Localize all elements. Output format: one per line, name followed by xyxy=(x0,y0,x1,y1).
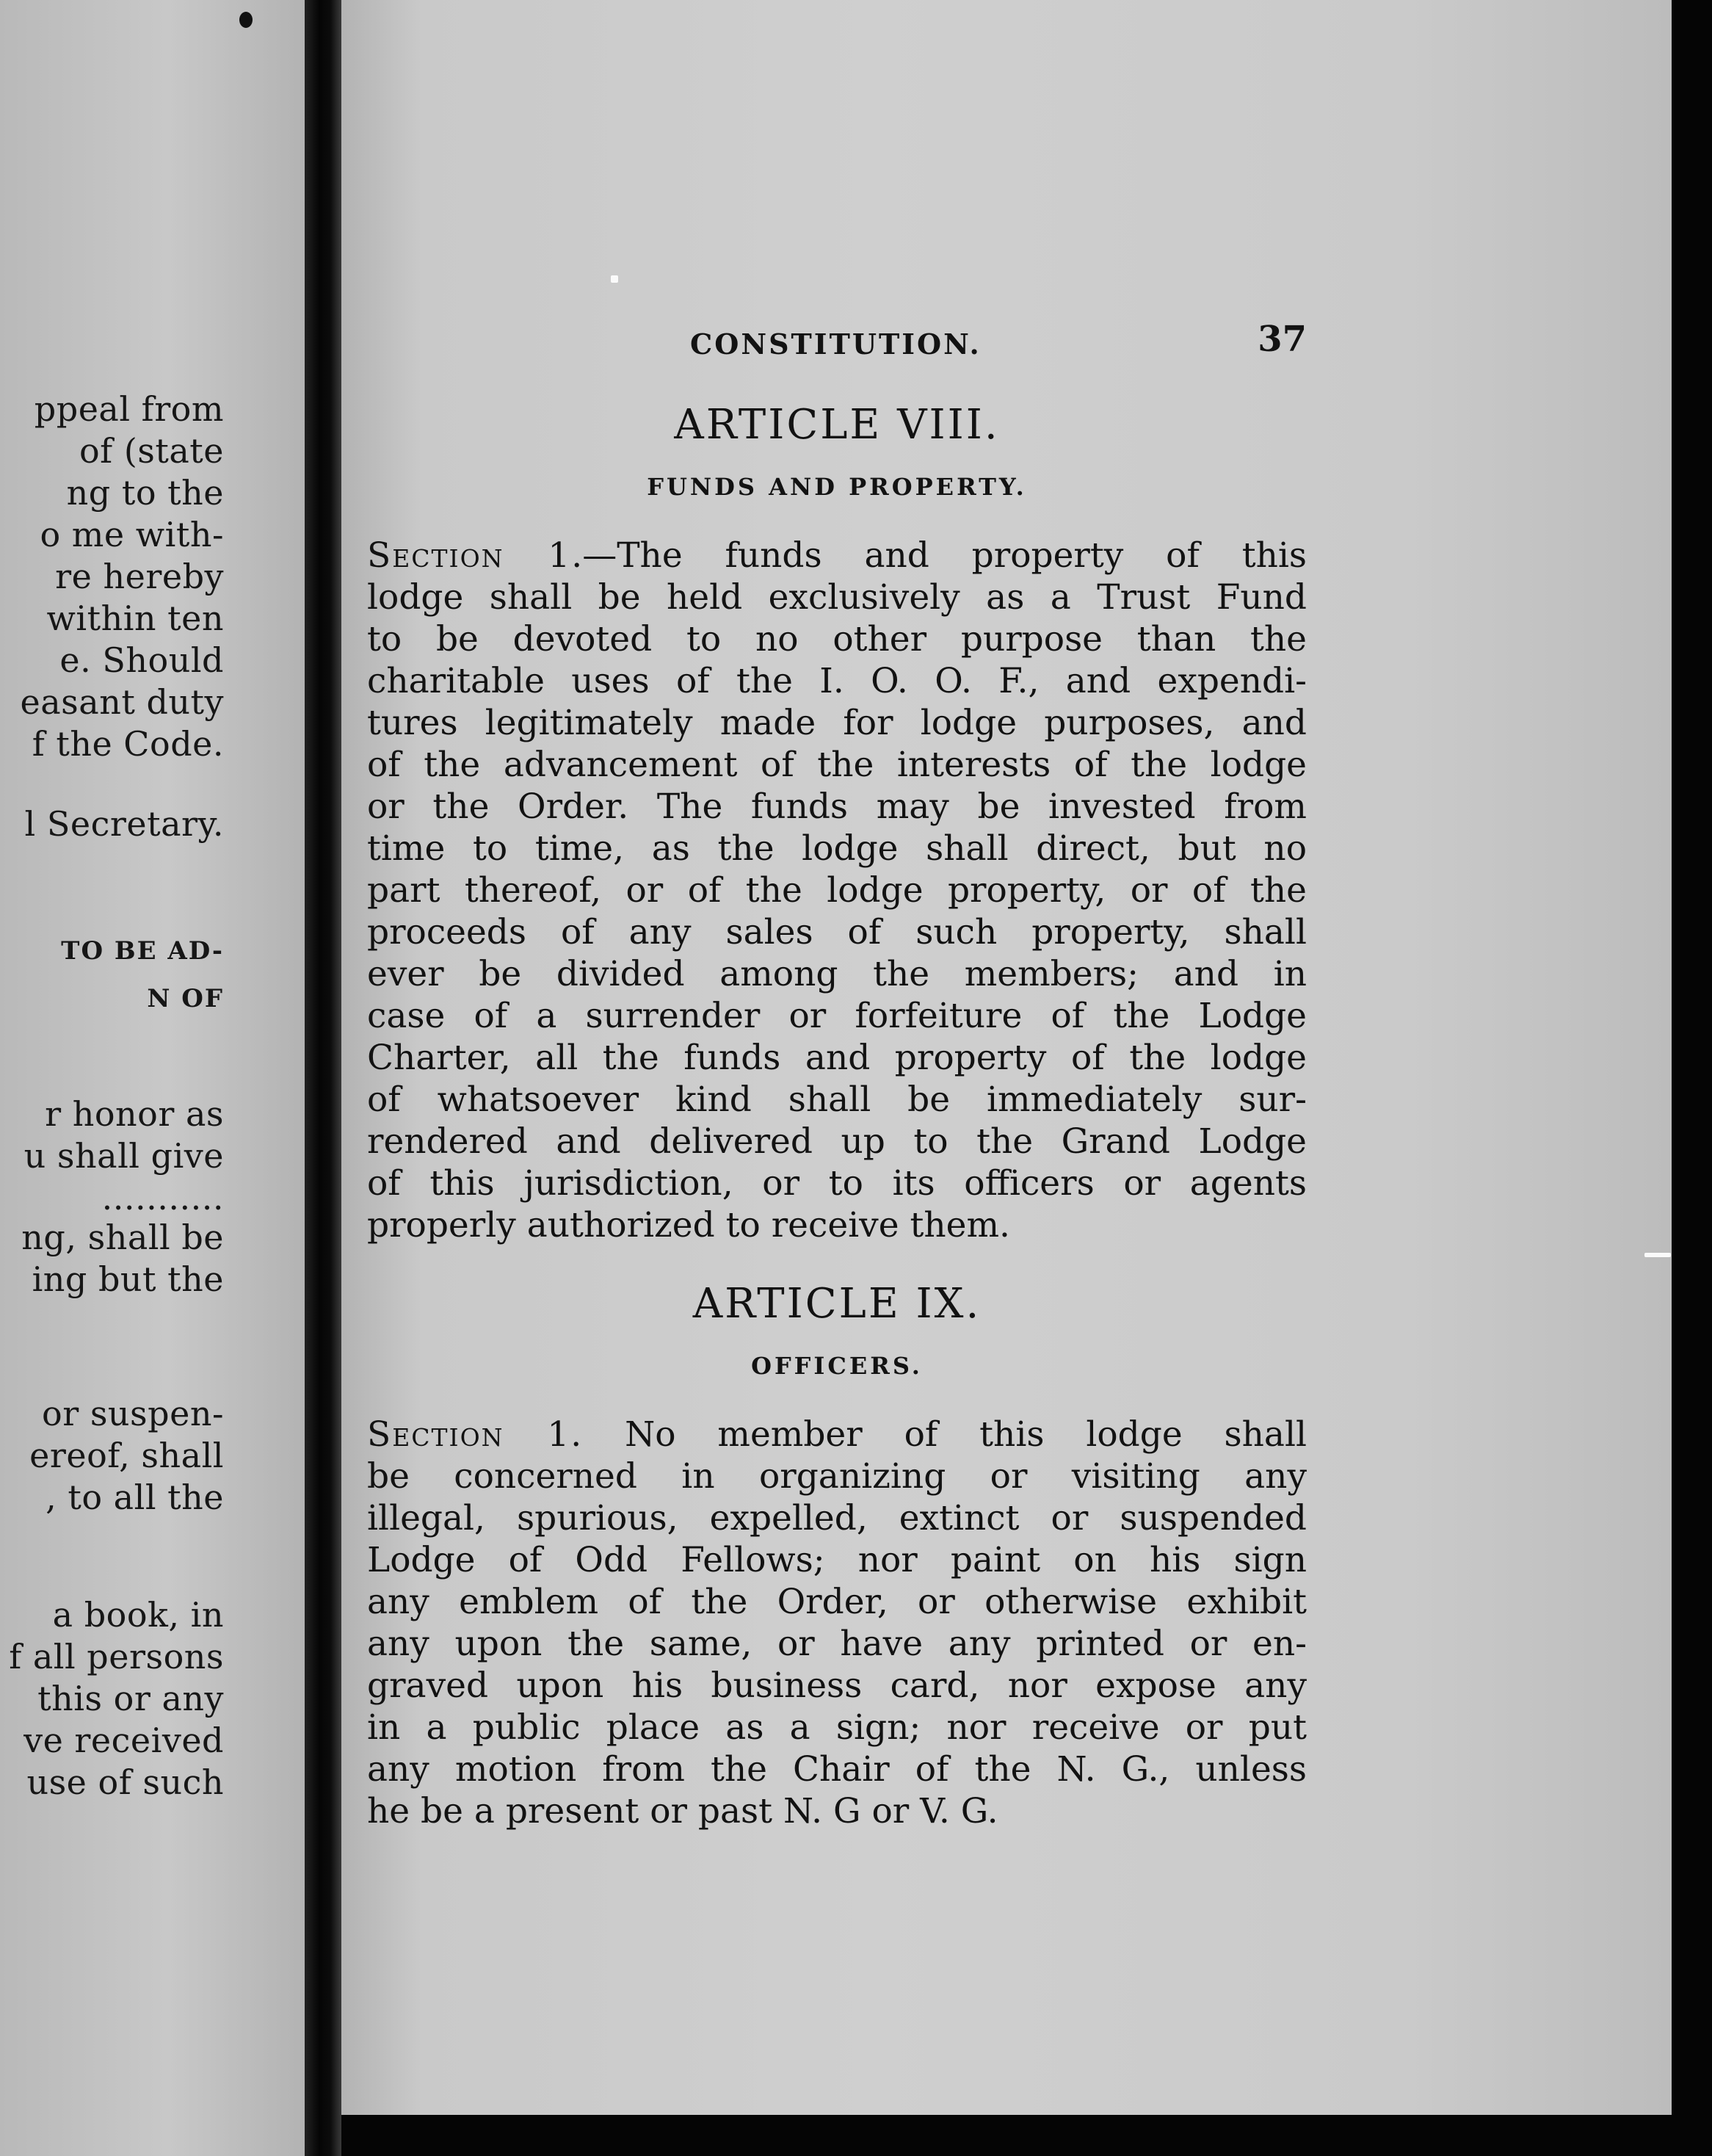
paragraph-line: Charter, all the funds and property of the lodge xyxy=(367,1038,1307,1078)
left-line: f all persons xyxy=(9,1637,224,1676)
page-body xyxy=(367,319,1307,1832)
left-line: this or any xyxy=(37,1679,224,1718)
left-line: a book, in xyxy=(52,1595,224,1635)
left-line: u shall give xyxy=(23,1136,224,1176)
paragraph-line xyxy=(367,1414,1307,1455)
scan-edge-right xyxy=(1672,0,1712,2156)
paragraph-line: lodge shall be held exclusively as a Trust Fund xyxy=(367,577,1307,618)
paragraph-line: time to time, as the lodge shall direct, but no xyxy=(367,828,1307,869)
paragraph-line: charitable uses of the I. O. O. F., and expendi- xyxy=(367,661,1307,701)
paragraph-line: ever be divided among the members; and in xyxy=(367,954,1307,994)
section-label: Section 1. xyxy=(367,1414,584,1455)
paragraph-text: .—The funds and property of this xyxy=(571,535,1307,576)
paragraph-line: tures legitimately made for lodge purposes, and xyxy=(367,703,1307,743)
section-label: Section 1 xyxy=(367,535,572,576)
left-line: , to all the xyxy=(46,1477,224,1517)
paragraph-line: any upon the same, or have any printed or en- xyxy=(367,1624,1307,1664)
left-line: ve received xyxy=(23,1721,224,1760)
left-line: r honor as xyxy=(45,1094,224,1134)
paragraph-line: be concerned in organizing or visiting any xyxy=(367,1456,1307,1497)
article-subheading: OFFICERS. xyxy=(751,1352,923,1380)
paragraph-line: part thereof, or of the lodge property, or of the xyxy=(367,870,1307,911)
article-heading: ARTICLE IX. xyxy=(692,1280,982,1328)
scan-edge-bottom xyxy=(341,2115,1672,2156)
running-head xyxy=(367,319,1307,375)
paragraph-line: any emblem of the Order, or otherwise exhibit xyxy=(367,1582,1307,1622)
paragraph-line: in a public place as a sign; nor receive or put xyxy=(367,1707,1307,1748)
paragraph-line: of this jurisdiction, or to its officers or agents xyxy=(367,1163,1307,1204)
ink-dot xyxy=(239,12,253,28)
left-line: e. Should xyxy=(59,640,224,680)
paragraph-line: of whatsoever kind shall be immediately sur- xyxy=(367,1079,1307,1120)
left-line: ........... xyxy=(101,1178,224,1218)
left-line: ng to the xyxy=(66,473,224,513)
scan-speck xyxy=(611,275,618,283)
paragraph-text: No member of this lodge shall xyxy=(583,1414,1307,1455)
article-9-section-1 xyxy=(367,1414,1307,1832)
left-line: ppeal from xyxy=(34,389,224,429)
paragraph-line: proceeds of any sales of such property, shall xyxy=(367,912,1307,952)
article-8-section-1 xyxy=(367,535,1307,1246)
running-title: CONSTITUTION. xyxy=(690,328,982,361)
left-line: N OF xyxy=(147,984,224,1013)
paragraph-line: properly authorized to receive them. xyxy=(367,1205,1010,1245)
paragraph-line: or the Order. The funds may be invested from xyxy=(367,786,1307,827)
left-line: or suspen- xyxy=(42,1394,224,1433)
left-line: ng, shall be xyxy=(21,1218,224,1257)
left-line: l Secretary. xyxy=(24,804,224,844)
paragraph-line: illegal, spurious, expelled, extinct or suspended xyxy=(367,1498,1307,1538)
paragraph-line: of the advancement of the interests of the lodge xyxy=(367,745,1307,785)
left-line: TO BE AD- xyxy=(61,936,224,966)
left-line: ing but the xyxy=(32,1259,224,1299)
left-line: easant duty xyxy=(20,682,224,722)
left-line: of (state xyxy=(79,431,224,471)
paragraph-line: case of a surrender or forfeiture of the Lodge xyxy=(367,996,1307,1036)
binding-gutter xyxy=(305,0,341,2156)
left-line: use of such xyxy=(26,1762,224,1802)
article-heading: ARTICLE VIII. xyxy=(674,401,1000,449)
scan-speck xyxy=(1644,1253,1671,1257)
left-line: re hereby xyxy=(55,557,224,596)
paragraph-line: any motion from the Chair of the N. G., unless xyxy=(367,1749,1307,1790)
paragraph-line: graved upon his business card, nor expose any xyxy=(367,1665,1307,1706)
paragraph-line: Lodge of Odd Fellows; nor paint on his sign xyxy=(367,1540,1307,1580)
paragraph-line: to be devoted to no other purpose than the xyxy=(367,619,1307,659)
paragraph-line: he be a present or past N. G or V. G. xyxy=(367,1791,998,1831)
page-number: 37 xyxy=(1258,319,1307,360)
paragraph-line: rendered and delivered up to the Grand Lodge xyxy=(367,1121,1307,1162)
paragraph-line xyxy=(367,535,1307,576)
left-line: o me with- xyxy=(40,515,224,554)
left-line: f the Code. xyxy=(32,724,224,764)
left-facing-page xyxy=(0,0,305,2156)
left-line: within ten xyxy=(46,598,224,638)
article-subheading: FUNDS AND PROPERTY. xyxy=(647,473,1027,501)
left-line: ereof, shall xyxy=(29,1436,224,1475)
